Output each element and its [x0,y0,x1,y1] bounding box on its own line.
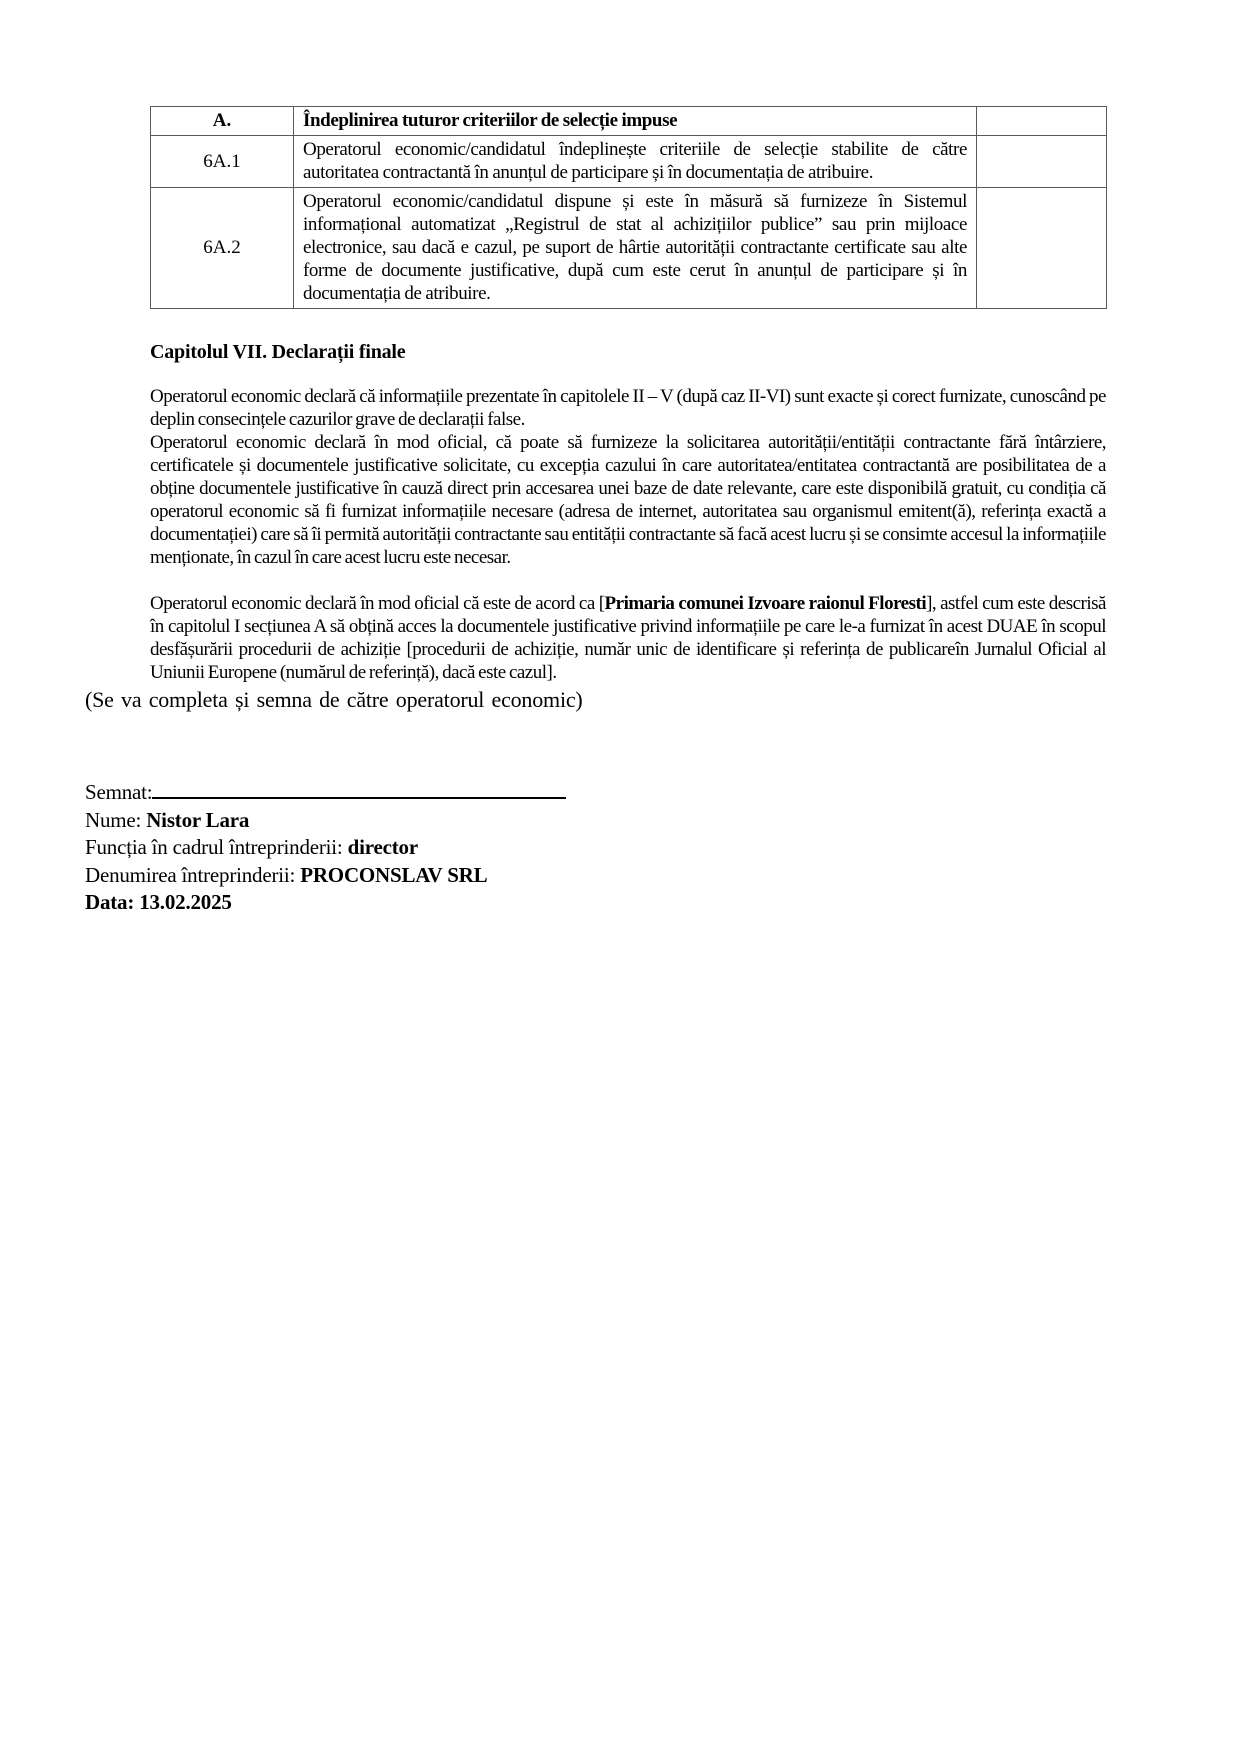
paragraph-declaration-1: Operatorul economic declară că informațiile prezentate în capitolele II – V (după caz II-VI) sunt exacte și corect furnizate, cunoscând pe deplin consecințele cazurilor grave de declarații false. [150,386,1106,430]
name-value: Nistor Lara [146,807,250,832]
company-label: Denumirea întreprinderii: [85,862,301,887]
paragraph-3-suffix: ], astfel cum este descrisă în capitolul I secțiunea A să obțină acces la documentele justificative privind informațiile pe care le-a furnizat în acest DUAE în scopul desfășurării procedurii de achiziție [procedurii de achiziție, număr unic de identificare și referința de publicareîn Jurnalul Oficial al Uniunii Europene (numărul de referință), dacă este cazul]. [150,593,1106,683]
header-id-cell: A. [151,107,294,136]
completion-note: (Se va completa și semna de către operatorul economic) [85,687,583,712]
table-row [151,188,1107,309]
table-header-row [151,107,1107,136]
paragraph-declaration-3 [150,592,1106,684]
company-row [85,862,1145,890]
contracting-authority-name: Primaria comunei Izvoare raionul Floresti [604,593,927,614]
name-row [85,807,1145,835]
date-value: 13.02.2025 [139,890,232,914]
criteria-table [150,106,1107,309]
function-row [85,834,1145,862]
chapter-title: Capitolul VII. Declarații finale [150,341,406,363]
date-label: Data: [85,890,140,914]
date-row [85,889,1145,917]
row-id-cell: 6A.2 [151,188,294,309]
row-text-cell: Operatorul economic/candidatul îndeplinește criteriile de selecție stabilite de către autoritatea contractantă în anunțul de participare și în documentația de atribuire. [294,136,977,188]
row-status-cell [977,136,1107,188]
function-label: Funcția în cadrul întreprinderii: [85,835,348,859]
paragraph-declaration-2: Operatorul economic declară în mod oficial, că poate să furnizeze la solicitarea autorității/entității contractante fără întârziere, certificatele și documentele justificative solicitate, cu excepția cazului în care autoritatea/entitatea contractantă are posibilitatea de a obține documentele justificative în cauză direct prin accesarea unei baze de date relevante, care este disponibilă gratuit, cu condiția că operatorul economic să fi furnizat informațiile necesare (adresa de internet, autoritatea sau organismul emitent(ă), referința exactă a documentației) care să îi permită autorității contractante sau entității contractante să facă acest lucru și se consimte accesul la informațiile menționate, în cazul în care acest lucru este necesar. [150,432,1106,568]
table-row [151,136,1107,188]
signed-label: Semnat: [85,780,153,804]
signature-line [152,796,566,799]
row-id-cell: 6A.1 [151,136,294,188]
row-text-cell: Operatorul economic/candidatul dispune și este în măsură să furnizeze în Sistemul informațional automatizat „Registrul de stat al achizițiilor publice” sau prin mijloace electronice, sau dacă e cazul, pe suport de hârtie autorității contractante certificate sau alte forme de documente justificative, după cum este cerut în anunțul de participare și în documentația de atribuire. [294,188,977,309]
signed-row [85,779,1145,807]
function-value: director [347,835,418,859]
header-title-cell: Îndeplinirea tuturor criteriilor de selecție impuse [294,107,977,136]
company-value: PROCONSLAV SRL [300,862,488,887]
name-label: Nume: [85,807,147,832]
signature-block [85,779,1145,917]
header-status-cell [977,107,1107,136]
paragraph-3-prefix: Operatorul economic declară în mod oficial că este de acord ca [ [150,593,605,614]
row-status-cell [977,188,1107,309]
